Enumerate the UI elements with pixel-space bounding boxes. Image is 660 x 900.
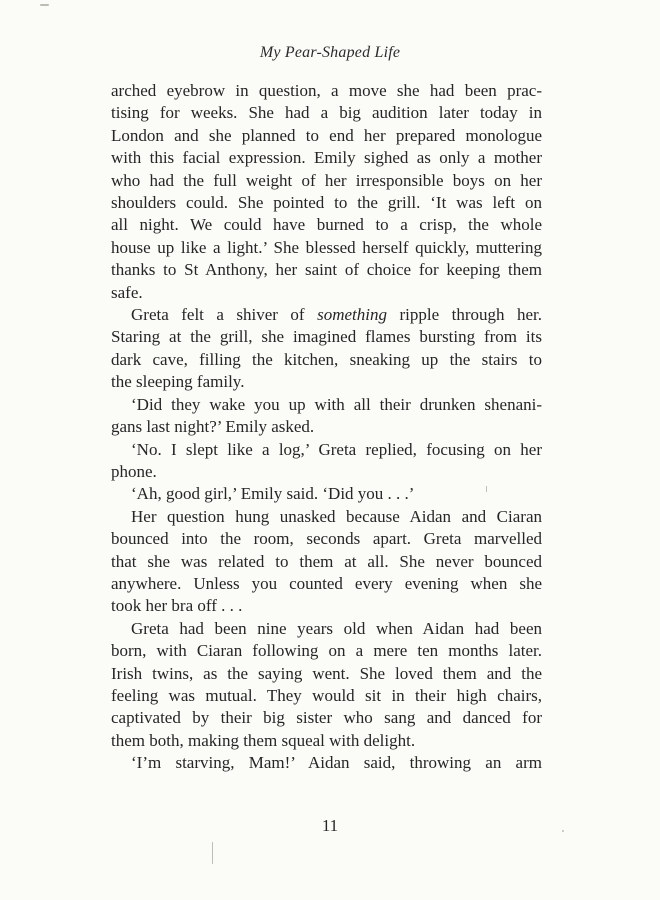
page-number: 11 xyxy=(321,816,339,835)
text-line: ‘No. I slept like a log,’ Greta replied, focusing on her xyxy=(131,439,542,459)
text-line: with this facial expression. Emily sighed as only a mother xyxy=(111,148,542,168)
paragraph xyxy=(111,506,542,618)
paragraph xyxy=(111,439,542,484)
text-line: feeling was mutual. They would sit in their high chairs, xyxy=(111,685,542,705)
scan-speck xyxy=(40,4,49,6)
text-line: gans last night?’ Emily asked. xyxy=(111,417,315,437)
text-line: Her question hung unasked because Aidan and Ciaran xyxy=(131,506,542,526)
text-line: that she was related to them at all. She never bounced xyxy=(111,551,542,571)
emphasis: something xyxy=(317,305,387,325)
paragraph xyxy=(111,483,542,505)
text-line: born, with Ciaran following on a mere ten months later. xyxy=(111,641,542,661)
text-line: Staring at the grill, she imagined flames bursting from its xyxy=(111,327,542,347)
paragraph xyxy=(111,80,542,304)
text-line: the sleeping family. xyxy=(111,372,245,392)
body-text xyxy=(111,80,542,775)
running-head: My Pear-Shaped Life xyxy=(259,44,401,61)
scan-speck xyxy=(562,830,564,832)
text-line: captivated by their big sister who sang and danced for xyxy=(111,708,542,728)
text-line: shoulders could. She pointed to the grill. ‘It was left on xyxy=(111,193,542,213)
text-line: phone. xyxy=(111,461,157,481)
scan-speck xyxy=(486,486,487,492)
text-line: Greta felt a shiver of something ripple through her. xyxy=(131,305,542,325)
text-line: London and she planned to end her prepared monologue xyxy=(111,125,542,145)
text-line: thanks to St Anthony, her saint of choice for keeping them xyxy=(111,260,542,280)
text-line: dark cave, filling the kitchen, sneaking up the stairs to xyxy=(111,349,542,369)
paragraph xyxy=(111,394,542,439)
text-line: Greta had been nine years old when Aidan had been xyxy=(131,618,542,638)
text-line: safe. xyxy=(111,282,143,302)
text-line: all night. We could have burned to a crisp, the whole xyxy=(111,215,542,235)
text-line: Irish twins, as the saying went. She loved them and the xyxy=(111,663,542,683)
paragraph xyxy=(111,304,542,394)
text-line: ‘Ah, good girl,’ Emily said. ‘Did you . . .’ xyxy=(131,484,415,504)
paragraph xyxy=(111,752,542,774)
text-line: took her bra off . . . xyxy=(111,596,243,616)
text-line: bounced into the room, seconds apart. Greta marvelled xyxy=(111,529,542,549)
text-line: ‘I’m starving, Mam!’ Aidan said, throwing an arm xyxy=(131,753,542,773)
paragraph xyxy=(111,618,542,752)
text-line: house up like a light.’ She blessed herself quickly, muttering xyxy=(111,237,542,257)
text-line: tising for weeks. She had a big audition later today in xyxy=(111,103,542,123)
text-line: arched eyebrow in question, a move she had been prac- xyxy=(111,81,542,100)
text-line: who had the full weight of her irresponsible boys on her xyxy=(111,170,542,190)
text-line: them both, making them squeal with delight. xyxy=(111,730,416,750)
text-line: ‘Did they wake you up with all their drunken shenani- xyxy=(131,394,542,414)
text-line: anywhere. Unless you counted every evening when she xyxy=(111,573,542,593)
scan-speck xyxy=(212,842,213,864)
